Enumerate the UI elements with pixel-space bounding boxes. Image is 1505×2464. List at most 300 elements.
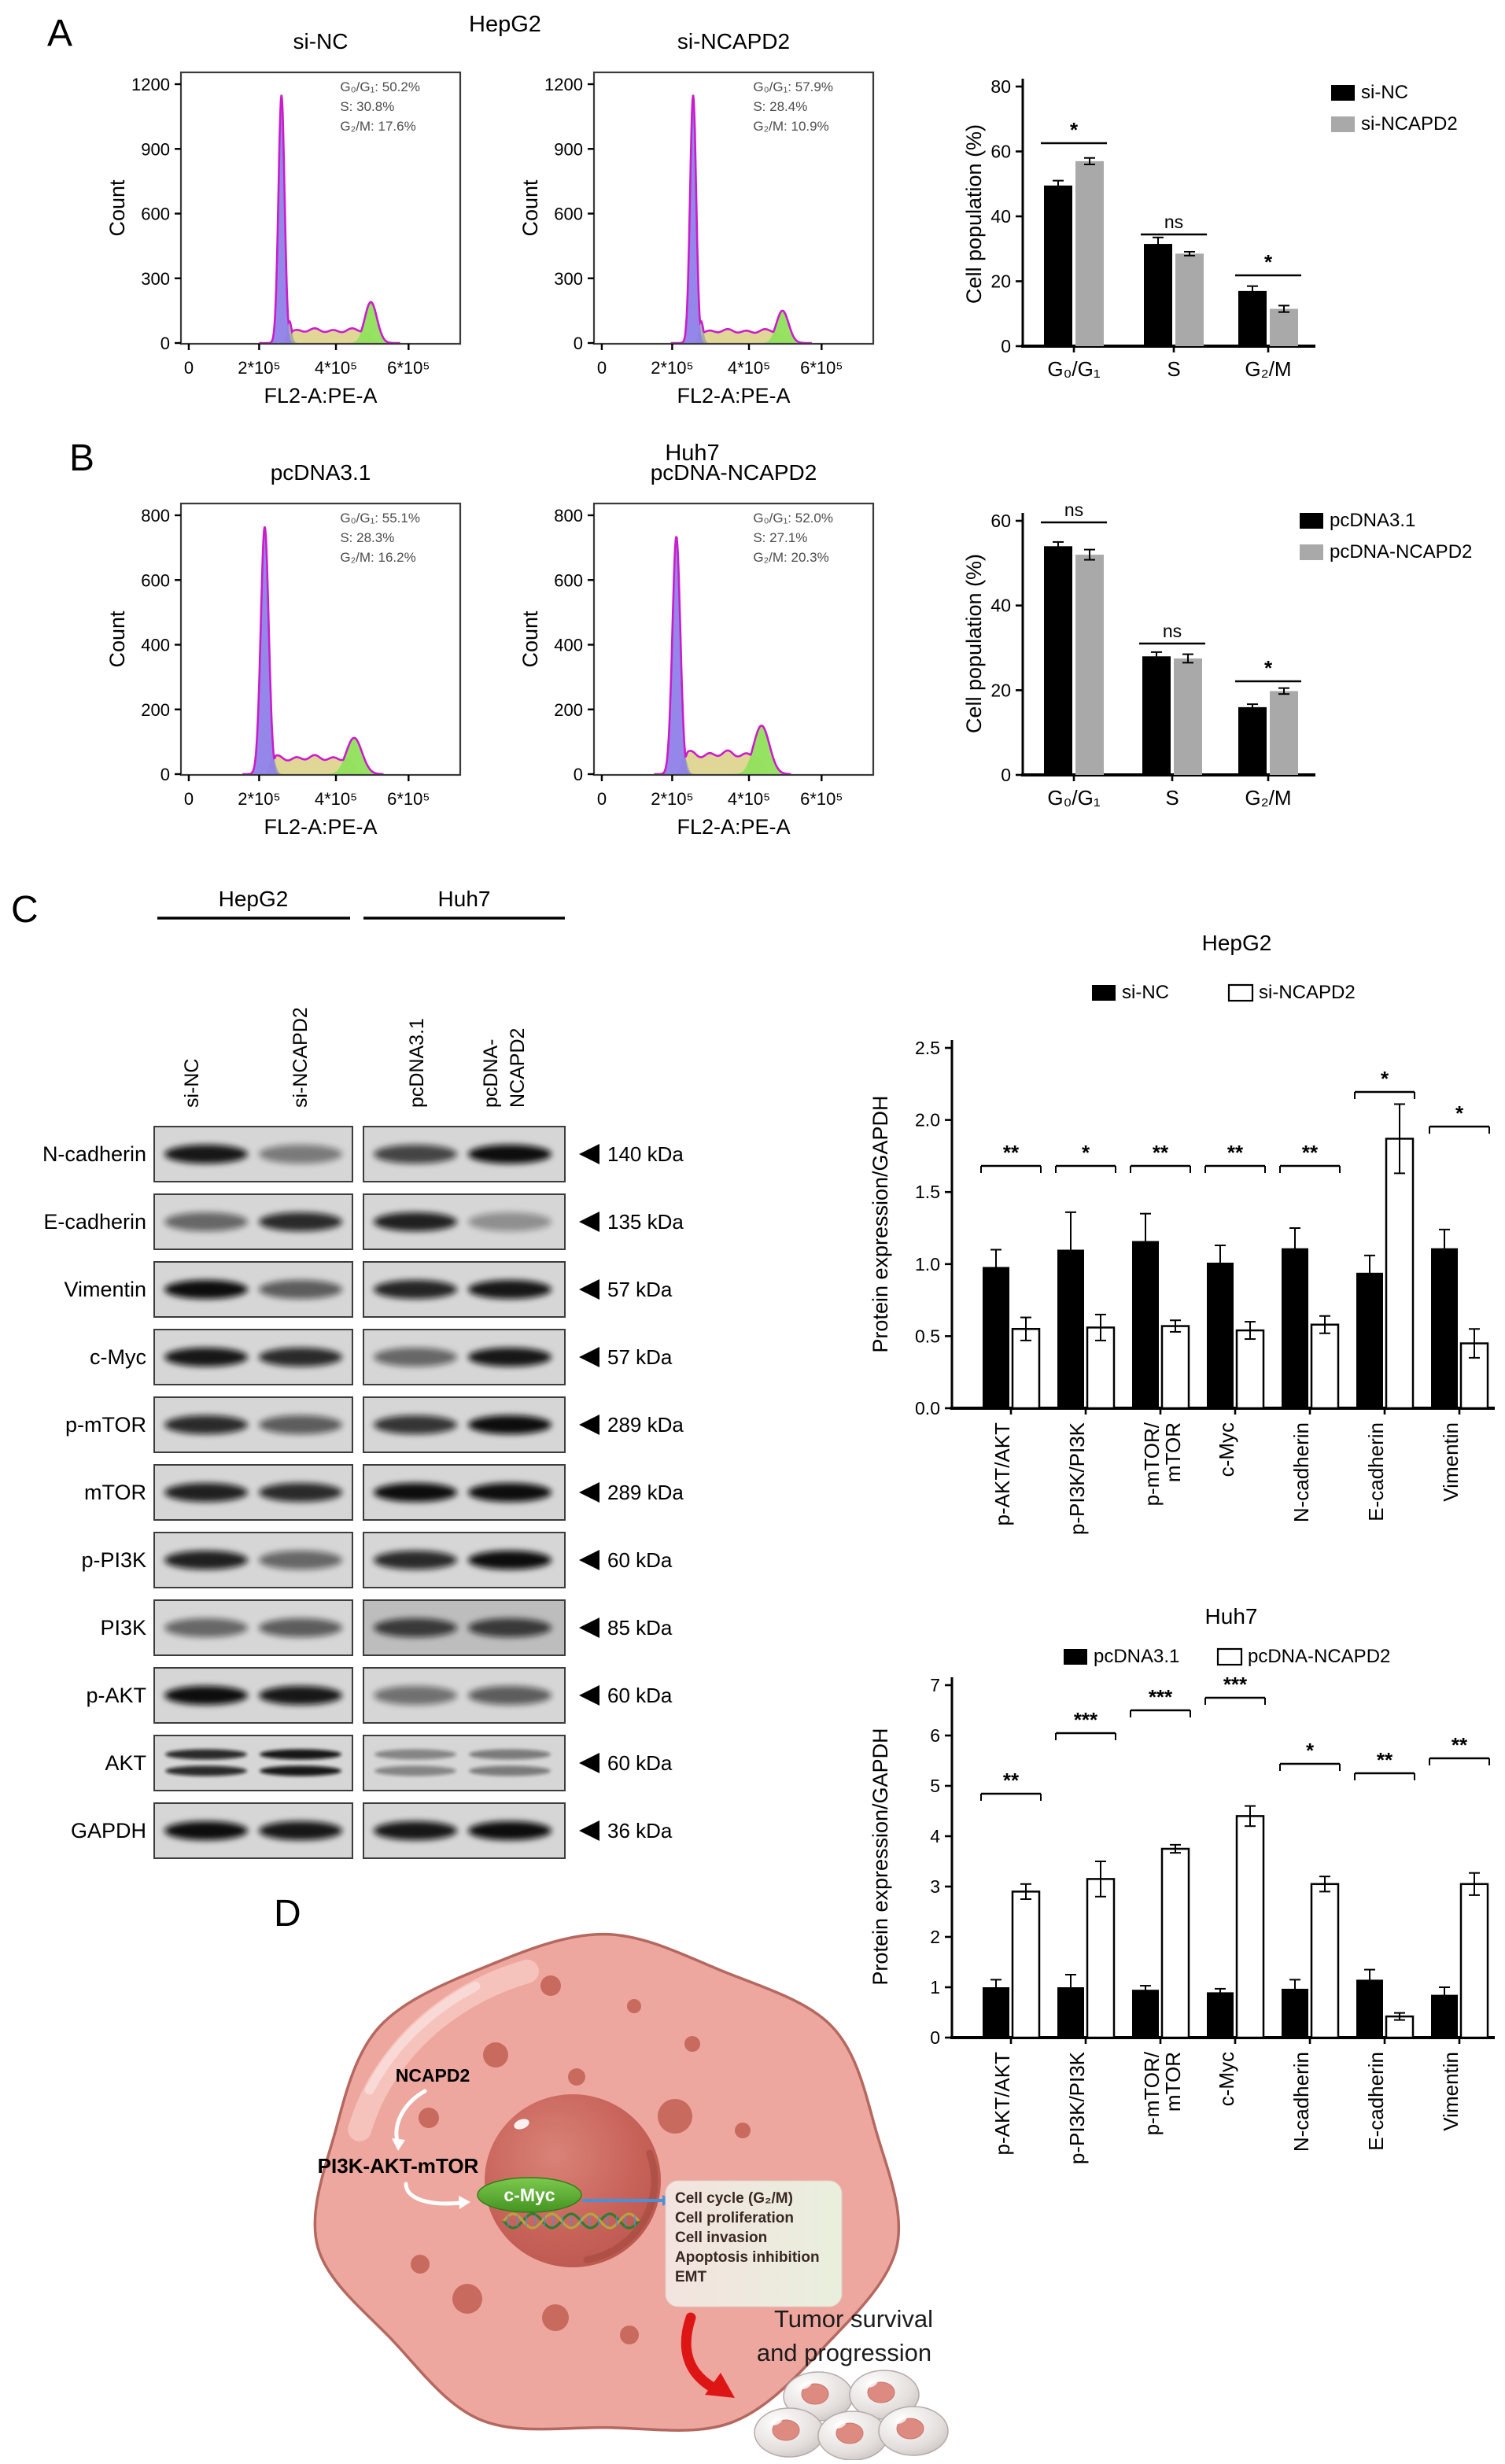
y-tick-label: 1200 bbox=[131, 75, 170, 94]
protein-band bbox=[469, 1750, 551, 1760]
category-label: N-cadherin bbox=[1289, 1422, 1313, 1523]
y-axis-label: Count bbox=[105, 610, 129, 668]
category-label: E-cadherin bbox=[1364, 2052, 1388, 2151]
significance-label: * bbox=[1263, 656, 1273, 680]
protein-band bbox=[164, 1348, 248, 1367]
significance-label: ** bbox=[1002, 1141, 1020, 1164]
protein-band bbox=[468, 1686, 551, 1705]
y-tick-label: 800 bbox=[554, 506, 583, 526]
blot-box-huh7 bbox=[363, 1735, 565, 1791]
panel-d-letter: D bbox=[274, 1893, 301, 1935]
significance-label: *** bbox=[1148, 1685, 1173, 1709]
bar-pcDNA3.1 bbox=[1044, 546, 1072, 775]
category-label: Vimentin bbox=[1439, 1422, 1463, 1502]
flow-plot-pcdna31 bbox=[105, 460, 460, 839]
bar-chart-cell-population-huh7 bbox=[962, 500, 1472, 810]
bar-pcDNA-NCAPD2 bbox=[1087, 1879, 1114, 2038]
protein-band bbox=[164, 1212, 248, 1231]
significance-label: * bbox=[1069, 118, 1079, 142]
cytoplasm-granule bbox=[411, 2255, 430, 2274]
significance-label: * bbox=[1081, 1141, 1090, 1164]
bar-si-NCAPD2 bbox=[1311, 1325, 1338, 1408]
y-tick-label: 300 bbox=[141, 268, 170, 289]
legend-label: pcDNA3.1 bbox=[1330, 510, 1416, 531]
protein-band bbox=[468, 1821, 551, 1840]
category-label: p-AKT/AKT bbox=[990, 1422, 1014, 1526]
bar-chart-protein-expression-huh7 bbox=[869, 1604, 1495, 2164]
effect-cell-proliferation: Cell proliferation bbox=[675, 2210, 794, 2226]
protein-band bbox=[165, 1750, 247, 1760]
y-tick-label: 60 bbox=[990, 511, 1011, 531]
protein-band bbox=[374, 1483, 457, 1502]
y-tick-label: 4 bbox=[930, 1826, 940, 1846]
category-label: c-Myc bbox=[1215, 2052, 1238, 2107]
protein-label: N-cadherin bbox=[42, 1142, 146, 1166]
molecular-weight-label: 57 kDa bbox=[607, 1345, 673, 1369]
panel-a bbox=[47, 12, 1458, 408]
x-tick-label: 0 bbox=[183, 789, 194, 809]
panel-c-letter: C bbox=[11, 889, 39, 931]
legend-label: pcDNA-NCAPD2 bbox=[1248, 1646, 1391, 1667]
category-label: S bbox=[1165, 786, 1179, 810]
protein-label: GAPDH bbox=[70, 1819, 146, 1842]
blot-row-p-PI3K bbox=[81, 1533, 672, 1588]
x-tick-label: 6*10⁵ bbox=[387, 789, 430, 809]
y-tick-label: 20 bbox=[990, 271, 1011, 292]
protein-band bbox=[259, 1212, 342, 1231]
y-tick-label: 60 bbox=[990, 141, 1011, 162]
protein-band bbox=[468, 1618, 551, 1637]
significance-label: ** bbox=[1227, 1141, 1244, 1164]
significance-label: * bbox=[1305, 1739, 1315, 1762]
phase-percentage-annotation: G₀/G₁: 57.9% bbox=[753, 79, 833, 94]
molecular-weight-arrow-icon bbox=[579, 1212, 599, 1232]
lane-label: si-NCAPD2 bbox=[290, 1007, 312, 1108]
cytoplasm-granule bbox=[658, 2099, 692, 2134]
bar-si-NC bbox=[1356, 1273, 1383, 1408]
bar-si-NCAPD2 bbox=[1386, 1138, 1413, 1408]
significance-label: * bbox=[1380, 1067, 1389, 1090]
significance-label: ** bbox=[1002, 1769, 1020, 1792]
y-tick-label: 900 bbox=[141, 139, 170, 160]
flow-plot-title: pcDNA-NCAPD2 bbox=[650, 460, 817, 485]
protein-band bbox=[260, 1766, 341, 1776]
molecular-weight-arrow-icon bbox=[579, 1415, 599, 1435]
protein-band bbox=[164, 1483, 248, 1502]
significance-label: ** bbox=[1301, 1141, 1319, 1164]
molecular-weight-arrow-icon bbox=[579, 1279, 599, 1300]
x-axis-label: FL2-A:PE-A bbox=[264, 815, 378, 839]
category-label: p-PI3K/PI3K bbox=[1065, 1422, 1089, 1536]
y-axis-label: Count bbox=[105, 179, 129, 237]
flow-plot-title: si-NCAPD2 bbox=[677, 29, 791, 53]
significance-label: ns bbox=[1164, 212, 1184, 232]
significance-label: *** bbox=[1223, 1673, 1248, 1696]
outcome-line-2: and progression bbox=[756, 2339, 932, 2366]
molecular-weight-arrow-icon bbox=[579, 1820, 599, 1841]
x-tick-label: 2*10⁵ bbox=[651, 789, 694, 809]
significance-label: ** bbox=[1376, 1748, 1393, 1772]
blot-lane-labels bbox=[181, 1007, 529, 1108]
protein-band bbox=[259, 1551, 342, 1570]
protein-label: AKT bbox=[105, 1751, 146, 1775]
bar-chart-cell-population-hepg2 bbox=[962, 76, 1458, 381]
bar-pcDNA3.1 bbox=[1142, 656, 1171, 775]
y-tick-label: 600 bbox=[141, 570, 170, 591]
y-tick-label: 80 bbox=[990, 76, 1011, 97]
bar-pcDNA-NCAPD2 bbox=[1237, 1816, 1263, 2038]
significance-label: * bbox=[1455, 1101, 1464, 1125]
c-myc-label: c-Myc bbox=[504, 2185, 555, 2205]
bar-si-NC bbox=[1207, 1263, 1234, 1408]
plot-frame bbox=[181, 503, 460, 775]
legend-swatch-si-NCAPD2 bbox=[1331, 116, 1355, 132]
y-tick-label: 0.0 bbox=[915, 1398, 940, 1418]
bar-si-NCAPD2 bbox=[1162, 1326, 1189, 1408]
bar-si-NC bbox=[983, 1267, 1009, 1408]
panel-b bbox=[69, 437, 1472, 839]
x-tick-label: 6*10⁵ bbox=[800, 358, 843, 378]
x-tick-label: 4*10⁵ bbox=[727, 358, 771, 378]
x-tick-label: 2*10⁵ bbox=[238, 358, 281, 378]
x-tick-label: 6*10⁵ bbox=[800, 789, 843, 809]
lane-label: pcDNA- bbox=[480, 1038, 502, 1108]
significance-label: ns bbox=[1064, 500, 1084, 520]
phase-percentage-annotation: G₀/G₁: 55.1% bbox=[340, 511, 420, 526]
protein-band bbox=[374, 1551, 457, 1570]
molecular-weight-label: 289 kDa bbox=[607, 1413, 684, 1437]
y-tick-label: 3 bbox=[930, 1876, 940, 1897]
flow-plot-title: si-NC bbox=[293, 29, 349, 53]
bar-si-NCAPD2 bbox=[1237, 1330, 1263, 1408]
bar-pcDNA-NCAPD2 bbox=[1013, 1891, 1039, 2038]
chart-title: Huh7 bbox=[1204, 1604, 1258, 1629]
protein-band bbox=[259, 1280, 342, 1299]
bar-pcDNA-NCAPD2 bbox=[1174, 658, 1202, 775]
bar-pcDNA-NCAPD2 bbox=[1270, 691, 1298, 775]
protein-label: mTOR bbox=[84, 1481, 146, 1504]
legend-swatch-pcDNA-NCAPD2 bbox=[1218, 1649, 1241, 1665]
blot-row-N-cadherin bbox=[42, 1127, 684, 1182]
significance-label: ** bbox=[1152, 1141, 1169, 1164]
bar-pcDNA-NCAPD2 bbox=[1461, 1884, 1488, 2038]
bar-pcDNA-NCAPD2 bbox=[1162, 1849, 1189, 2038]
x-tick-label: 4*10⁵ bbox=[314, 358, 358, 378]
molecular-weight-arrow-icon bbox=[579, 1550, 599, 1570]
x-axis-label: FL2-A:PE-A bbox=[677, 384, 791, 408]
protein-band bbox=[374, 1280, 457, 1299]
molecular-weight-label: 135 kDa bbox=[607, 1210, 684, 1234]
protein-band bbox=[260, 1750, 341, 1760]
panel-b-cell-line-title: Huh7 bbox=[665, 441, 720, 466]
phase-percentage-annotation: S: 30.8% bbox=[340, 99, 395, 114]
pi3k-akt-mtor-node-label: PI3K-AKT-mTOR bbox=[317, 2154, 479, 2178]
protein-band bbox=[259, 1618, 342, 1637]
protein-band bbox=[469, 1766, 551, 1776]
y-tick-label: 200 bbox=[141, 699, 170, 720]
bar-si-NC bbox=[1431, 1249, 1458, 1408]
molecular-weight-label: 140 kDa bbox=[607, 1142, 684, 1166]
protein-band bbox=[374, 1212, 457, 1231]
cytoplasm-granule bbox=[568, 2068, 585, 2086]
category-label: mTOR bbox=[1161, 1422, 1185, 1483]
molecular-weight-arrow-icon bbox=[579, 1144, 599, 1164]
cytoplasm-granule bbox=[542, 2304, 569, 2331]
x-tick-label: 6*10⁵ bbox=[387, 358, 430, 378]
category-label: p-mTOR/ bbox=[1140, 2052, 1164, 2136]
legend-label: si-NCAPD2 bbox=[1361, 113, 1458, 135]
x-tick-label: 4*10⁵ bbox=[727, 789, 771, 809]
cytoplasm-granule bbox=[483, 2042, 508, 2067]
outcome-line-1: Tumor survival bbox=[773, 2305, 934, 2333]
flow-plot-pcdna-ncapd2 bbox=[518, 460, 873, 839]
phase-percentage-annotation: G₂/M: 10.9% bbox=[753, 119, 829, 134]
y-tick-label: 200 bbox=[554, 699, 583, 720]
bar-si-NC bbox=[1144, 244, 1172, 346]
y-tick-label: 600 bbox=[554, 570, 583, 591]
category-label: E-cadherin bbox=[1364, 1422, 1388, 1522]
y-tick-label: 600 bbox=[554, 204, 583, 224]
blot-box-hepg2 bbox=[154, 1735, 352, 1791]
protein-label: p-mTOR bbox=[65, 1413, 146, 1437]
protein-band bbox=[259, 1145, 342, 1164]
category-label: Vimentin bbox=[1439, 2052, 1463, 2131]
panel-a-letter: A bbox=[47, 13, 73, 54]
blot-row-E-cadherin bbox=[43, 1194, 684, 1249]
lane-label: pcDNA3.1 bbox=[406, 1018, 428, 1108]
bar-si-NCAPD2 bbox=[1270, 309, 1298, 346]
legend-swatch-pcDNA-NCAPD2 bbox=[1300, 544, 1323, 560]
flow-plot-si-ncapd2 bbox=[518, 29, 873, 408]
y-tick-label: 0 bbox=[573, 765, 583, 784]
category-label: G₂/M bbox=[1245, 786, 1292, 810]
chart-title: HepG2 bbox=[1201, 931, 1272, 955]
panel-c bbox=[11, 887, 1495, 2164]
protein-band bbox=[374, 1750, 456, 1760]
plot-frame bbox=[181, 72, 460, 344]
molecular-weight-arrow-icon bbox=[579, 1482, 599, 1503]
phase-percentage-annotation: S: 27.1% bbox=[753, 530, 808, 545]
y-axis-label: Protein expression/GAPDH bbox=[869, 1095, 892, 1353]
phase-percentage-annotation: G₀/G₁: 52.0% bbox=[753, 511, 833, 526]
phase-percentage-annotation: G₂/M: 16.2% bbox=[340, 550, 416, 565]
legend-label: pcDNA3.1 bbox=[1094, 1646, 1180, 1667]
blot-row-GAPDH bbox=[71, 1803, 673, 1858]
y-tick-label: 1.5 bbox=[915, 1182, 940, 1203]
significance-label: * bbox=[1263, 250, 1273, 274]
y-axis-label: Cell population (%) bbox=[962, 124, 986, 304]
panel-a-cell-line-title: HepG2 bbox=[469, 12, 541, 37]
y-tick-label: 2.0 bbox=[915, 1109, 940, 1131]
protein-band bbox=[259, 1348, 342, 1367]
protein-band bbox=[164, 1280, 248, 1299]
legend-label: si-NC bbox=[1361, 82, 1408, 103]
protein-band bbox=[165, 1766, 247, 1776]
blot-row-AKT bbox=[105, 1735, 672, 1791]
y-axis-label: Cell population (%) bbox=[962, 553, 986, 734]
molecular-weight-label: 60 kDa bbox=[607, 1684, 673, 1707]
x-tick-label: 2*10⁵ bbox=[238, 789, 281, 809]
blot-row-mTOR bbox=[84, 1465, 684, 1520]
category-label: mTOR bbox=[1161, 2052, 1185, 2112]
significance-label: *** bbox=[1073, 1708, 1098, 1732]
protein-band bbox=[468, 1145, 551, 1164]
flow-plot-title: pcDNA3.1 bbox=[270, 460, 371, 485]
protein-band bbox=[259, 1483, 342, 1502]
protein-band bbox=[374, 1415, 457, 1434]
phase-percentage-annotation: S: 28.3% bbox=[340, 530, 395, 545]
lane-label: si-NC bbox=[181, 1058, 203, 1108]
protein-band bbox=[374, 1145, 457, 1164]
y-tick-label: 0 bbox=[160, 765, 170, 784]
bar-si-NCAPD2 bbox=[1075, 161, 1104, 346]
y-tick-label: 7 bbox=[930, 1675, 940, 1695]
protein-band bbox=[164, 1821, 248, 1840]
bar-si-NC bbox=[1282, 1249, 1308, 1408]
protein-band bbox=[259, 1821, 342, 1840]
y-axis-label: Protein expression/GAPDH bbox=[869, 1728, 892, 1986]
blot-group-header-hepg2: HepG2 bbox=[218, 887, 289, 911]
molecular-weight-label: 289 kDa bbox=[607, 1481, 684, 1504]
protein-label: c-Myc bbox=[90, 1345, 146, 1369]
cytoplasm-granule bbox=[684, 2036, 700, 2052]
phase-percentage-annotation: G₂/M: 20.3% bbox=[753, 550, 829, 565]
y-tick-label: 2 bbox=[930, 1927, 940, 1947]
category-label: c-Myc bbox=[1215, 1422, 1238, 1477]
category-label: G₀/G₁ bbox=[1047, 357, 1101, 381]
phase-percentage-annotation: G₂/M: 17.6% bbox=[340, 119, 416, 134]
blot-row-p-mTOR bbox=[65, 1397, 684, 1452]
y-tick-label: 0 bbox=[160, 334, 170, 353]
protein-band bbox=[374, 1348, 457, 1367]
protein-band bbox=[164, 1145, 248, 1164]
molecular-weight-arrow-icon bbox=[579, 1685, 599, 1706]
effect-apoptosis-inhibition: Apoptosis inhibition bbox=[675, 2249, 820, 2266]
y-tick-label: 1 bbox=[930, 1977, 940, 1997]
lane-label: NCAPD2 bbox=[507, 1027, 529, 1108]
x-tick-label: 0 bbox=[183, 358, 194, 378]
protein-band bbox=[164, 1551, 248, 1570]
y-tick-label: 900 bbox=[554, 139, 583, 160]
cytoplasm-granule bbox=[620, 2326, 639, 2344]
protein-band bbox=[374, 1821, 457, 1840]
phase-percentage-annotation: S: 28.4% bbox=[753, 99, 808, 114]
effect-cell-invasion: Cell invasion bbox=[675, 2230, 768, 2246]
legend-swatch-si-NCAPD2 bbox=[1229, 985, 1252, 1001]
bar-si-NC bbox=[1238, 291, 1267, 346]
bar-si-NCAPD2 bbox=[1175, 253, 1204, 346]
bar-pcDNA-NCAPD2 bbox=[1075, 555, 1104, 775]
molecular-weight-arrow-icon bbox=[579, 1753, 599, 1773]
plot-frame bbox=[594, 72, 873, 344]
y-tick-label: 5 bbox=[930, 1776, 940, 1796]
significance-label: ** bbox=[1451, 1733, 1468, 1757]
legend-label: pcDNA-NCAPD2 bbox=[1330, 541, 1473, 563]
protein-label: p-PI3K bbox=[81, 1548, 146, 1572]
x-axis-label: FL2-A:PE-A bbox=[677, 815, 791, 839]
y-tick-label: 1200 bbox=[544, 75, 583, 94]
bar-si-NC bbox=[1044, 186, 1072, 346]
legend-swatch-si-NC bbox=[1331, 85, 1355, 101]
molecular-weight-arrow-icon bbox=[579, 1347, 599, 1367]
y-tick-label: 0 bbox=[1001, 765, 1011, 785]
y-tick-label: 40 bbox=[990, 595, 1011, 616]
blot-row-c-Myc bbox=[90, 1330, 673, 1385]
protein-band bbox=[374, 1618, 457, 1637]
molecular-weight-label: 85 kDa bbox=[607, 1616, 673, 1640]
category-label: N-cadherin bbox=[1289, 2052, 1313, 2152]
protein-band bbox=[164, 1686, 248, 1705]
protein-label: Vimentin bbox=[64, 1278, 146, 1301]
y-tick-label: 0 bbox=[1001, 336, 1011, 356]
cytoplasm-granule bbox=[452, 2284, 482, 2314]
blot-row-Vimentin bbox=[64, 1262, 672, 1317]
bar-pcDNA-NCAPD2 bbox=[1311, 1884, 1338, 2038]
category-label: S bbox=[1167, 357, 1181, 381]
y-tick-label: 0 bbox=[930, 2027, 940, 2048]
y-tick-label: 0 bbox=[573, 334, 583, 353]
ncapd2-node-label: NCAPD2 bbox=[395, 2065, 470, 2086]
cytoplasm-granule bbox=[735, 2123, 751, 2138]
y-tick-label: 40 bbox=[990, 206, 1011, 227]
significance-label: ns bbox=[1162, 621, 1182, 641]
cytoplasm-granule bbox=[419, 2108, 439, 2128]
effect-cell-cycle: Cell cycle (G₂/M) bbox=[675, 2190, 793, 2207]
cytoplasm-granule bbox=[540, 1975, 561, 1996]
category-label: p-PI3K/PI3K bbox=[1065, 2052, 1089, 2165]
protein-band bbox=[468, 1212, 551, 1231]
protein-band bbox=[468, 1483, 551, 1502]
y-tick-label: 400 bbox=[141, 635, 170, 655]
protein-band bbox=[374, 1686, 457, 1705]
x-tick-label: 2*10⁵ bbox=[651, 358, 694, 378]
western-blot-rows bbox=[42, 1127, 684, 1858]
protein-band bbox=[468, 1348, 551, 1367]
effect-emt: EMT bbox=[675, 2269, 707, 2285]
legend-label: si-NCAPD2 bbox=[1259, 982, 1356, 1003]
y-tick-label: 20 bbox=[990, 680, 1011, 701]
protein-band bbox=[468, 1280, 551, 1299]
protein-band bbox=[374, 1766, 456, 1776]
bar-pcDNA3.1 bbox=[1238, 707, 1267, 775]
y-axis-label: Count bbox=[518, 610, 542, 668]
y-tick-label: 2.5 bbox=[915, 1038, 940, 1058]
molecular-weight-label: 36 kDa bbox=[607, 1819, 673, 1842]
molecular-weight-label: 60 kDa bbox=[607, 1548, 673, 1572]
x-tick-label: 0 bbox=[596, 358, 607, 378]
protein-band bbox=[259, 1686, 342, 1705]
molecular-weight-arrow-icon bbox=[579, 1617, 599, 1638]
panel-d bbox=[274, 1893, 948, 2460]
cytoplasm-granule bbox=[627, 1999, 641, 2013]
legend-label: si-NC bbox=[1122, 982, 1169, 1003]
category-label: p-mTOR/ bbox=[1140, 1422, 1164, 1507]
legend-swatch-si-NC bbox=[1092, 985, 1116, 1001]
y-axis-label: Count bbox=[518, 179, 542, 237]
legend-swatch-pcDNA3.1 bbox=[1064, 1649, 1087, 1665]
x-tick-label: 4*10⁵ bbox=[314, 789, 358, 809]
blot-row-p-AKT bbox=[86, 1668, 672, 1723]
y-tick-label: 0.5 bbox=[915, 1326, 940, 1347]
category-label: G₂/M bbox=[1245, 357, 1292, 381]
protein-label: p-AKT bbox=[86, 1684, 146, 1707]
protein-label: E-cadherin bbox=[43, 1210, 146, 1234]
y-tick-label: 1.0 bbox=[915, 1253, 940, 1274]
y-tick-label: 6 bbox=[930, 1725, 940, 1746]
flow-plot-si-nc bbox=[105, 29, 460, 408]
protein-label: PI3K bbox=[100, 1616, 146, 1640]
protein-band bbox=[468, 1415, 551, 1434]
